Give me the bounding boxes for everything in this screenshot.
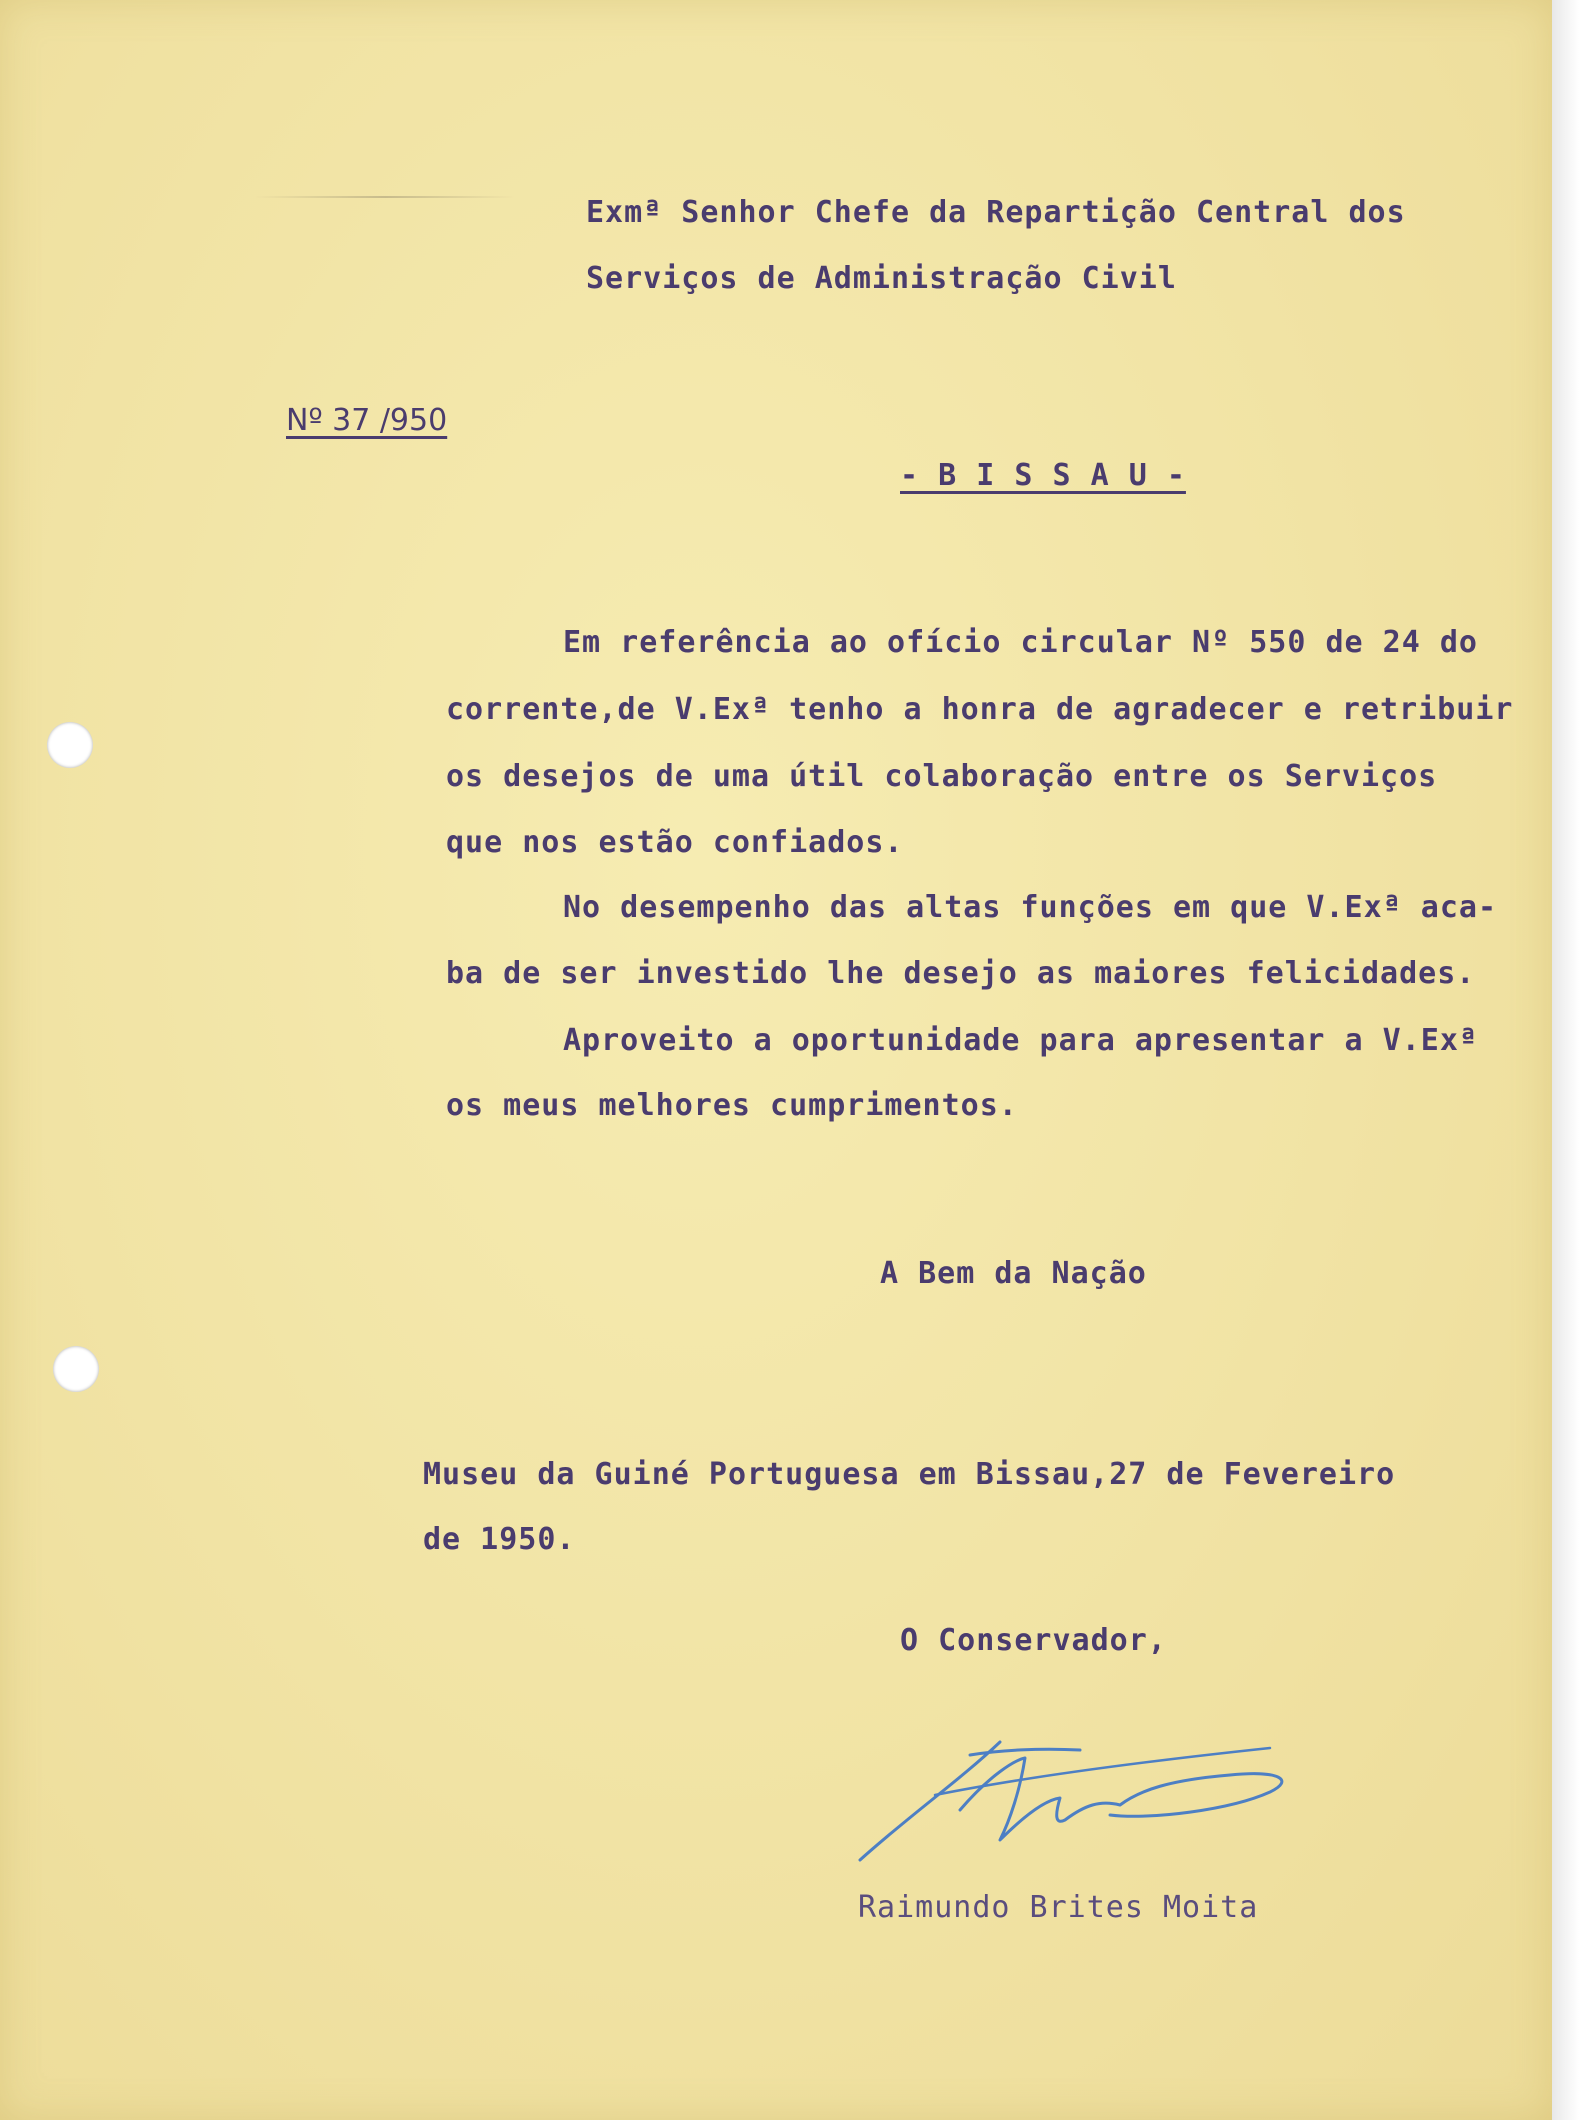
- body-line-2: corrente,de V.Exª tenho a honra de agradecer e retribuir: [446, 692, 1514, 727]
- signer-title: O Conservador,: [900, 1623, 1167, 1658]
- body-line-8: os meus melhores cumprimentos.: [446, 1088, 1018, 1123]
- addressee-line-2: Serviços de Administração Civil: [586, 261, 1177, 296]
- place-date-line-2: de 1950.: [423, 1522, 576, 1557]
- body-line-4: que nos estão confiados.: [446, 825, 904, 860]
- city-heading: - B I S S A U -: [900, 458, 1186, 493]
- scan-margin: [1552, 0, 1579, 2120]
- addressee-line-1: Exmª Senhor Chefe da Repartição Central dos: [586, 195, 1406, 230]
- place-date-line-1: Museu da Guiné Portuguesa em Bissau,27 de Fevereiro: [423, 1457, 1396, 1492]
- punch-hole-top: [47, 722, 93, 768]
- closing-salutation: A Bem da Nação: [880, 1256, 1147, 1291]
- body-line-5: No desempenho das altas funções em que V.Exª aca-: [563, 890, 1498, 925]
- body-line-3: os desejos de uma útil colaboração entre os Serviços: [446, 759, 1438, 794]
- body-line-6: ba de ser investido lhe desejo as maiores felicidades.: [446, 956, 1476, 991]
- handwritten-signature: [850, 1720, 1290, 1870]
- faint-mark: [255, 196, 515, 198]
- body-line-7: Aproveito a oportunidade para apresentar a V.Exª: [563, 1023, 1478, 1058]
- punch-hole-bottom: [53, 1346, 99, 1392]
- reference-number: Nº 37 /950: [286, 403, 448, 438]
- body-line-1: Em referência ao ofício circular Nº 550 de 24 do: [563, 625, 1478, 660]
- signer-name: Raimundo Brites Moita: [858, 1890, 1259, 1925]
